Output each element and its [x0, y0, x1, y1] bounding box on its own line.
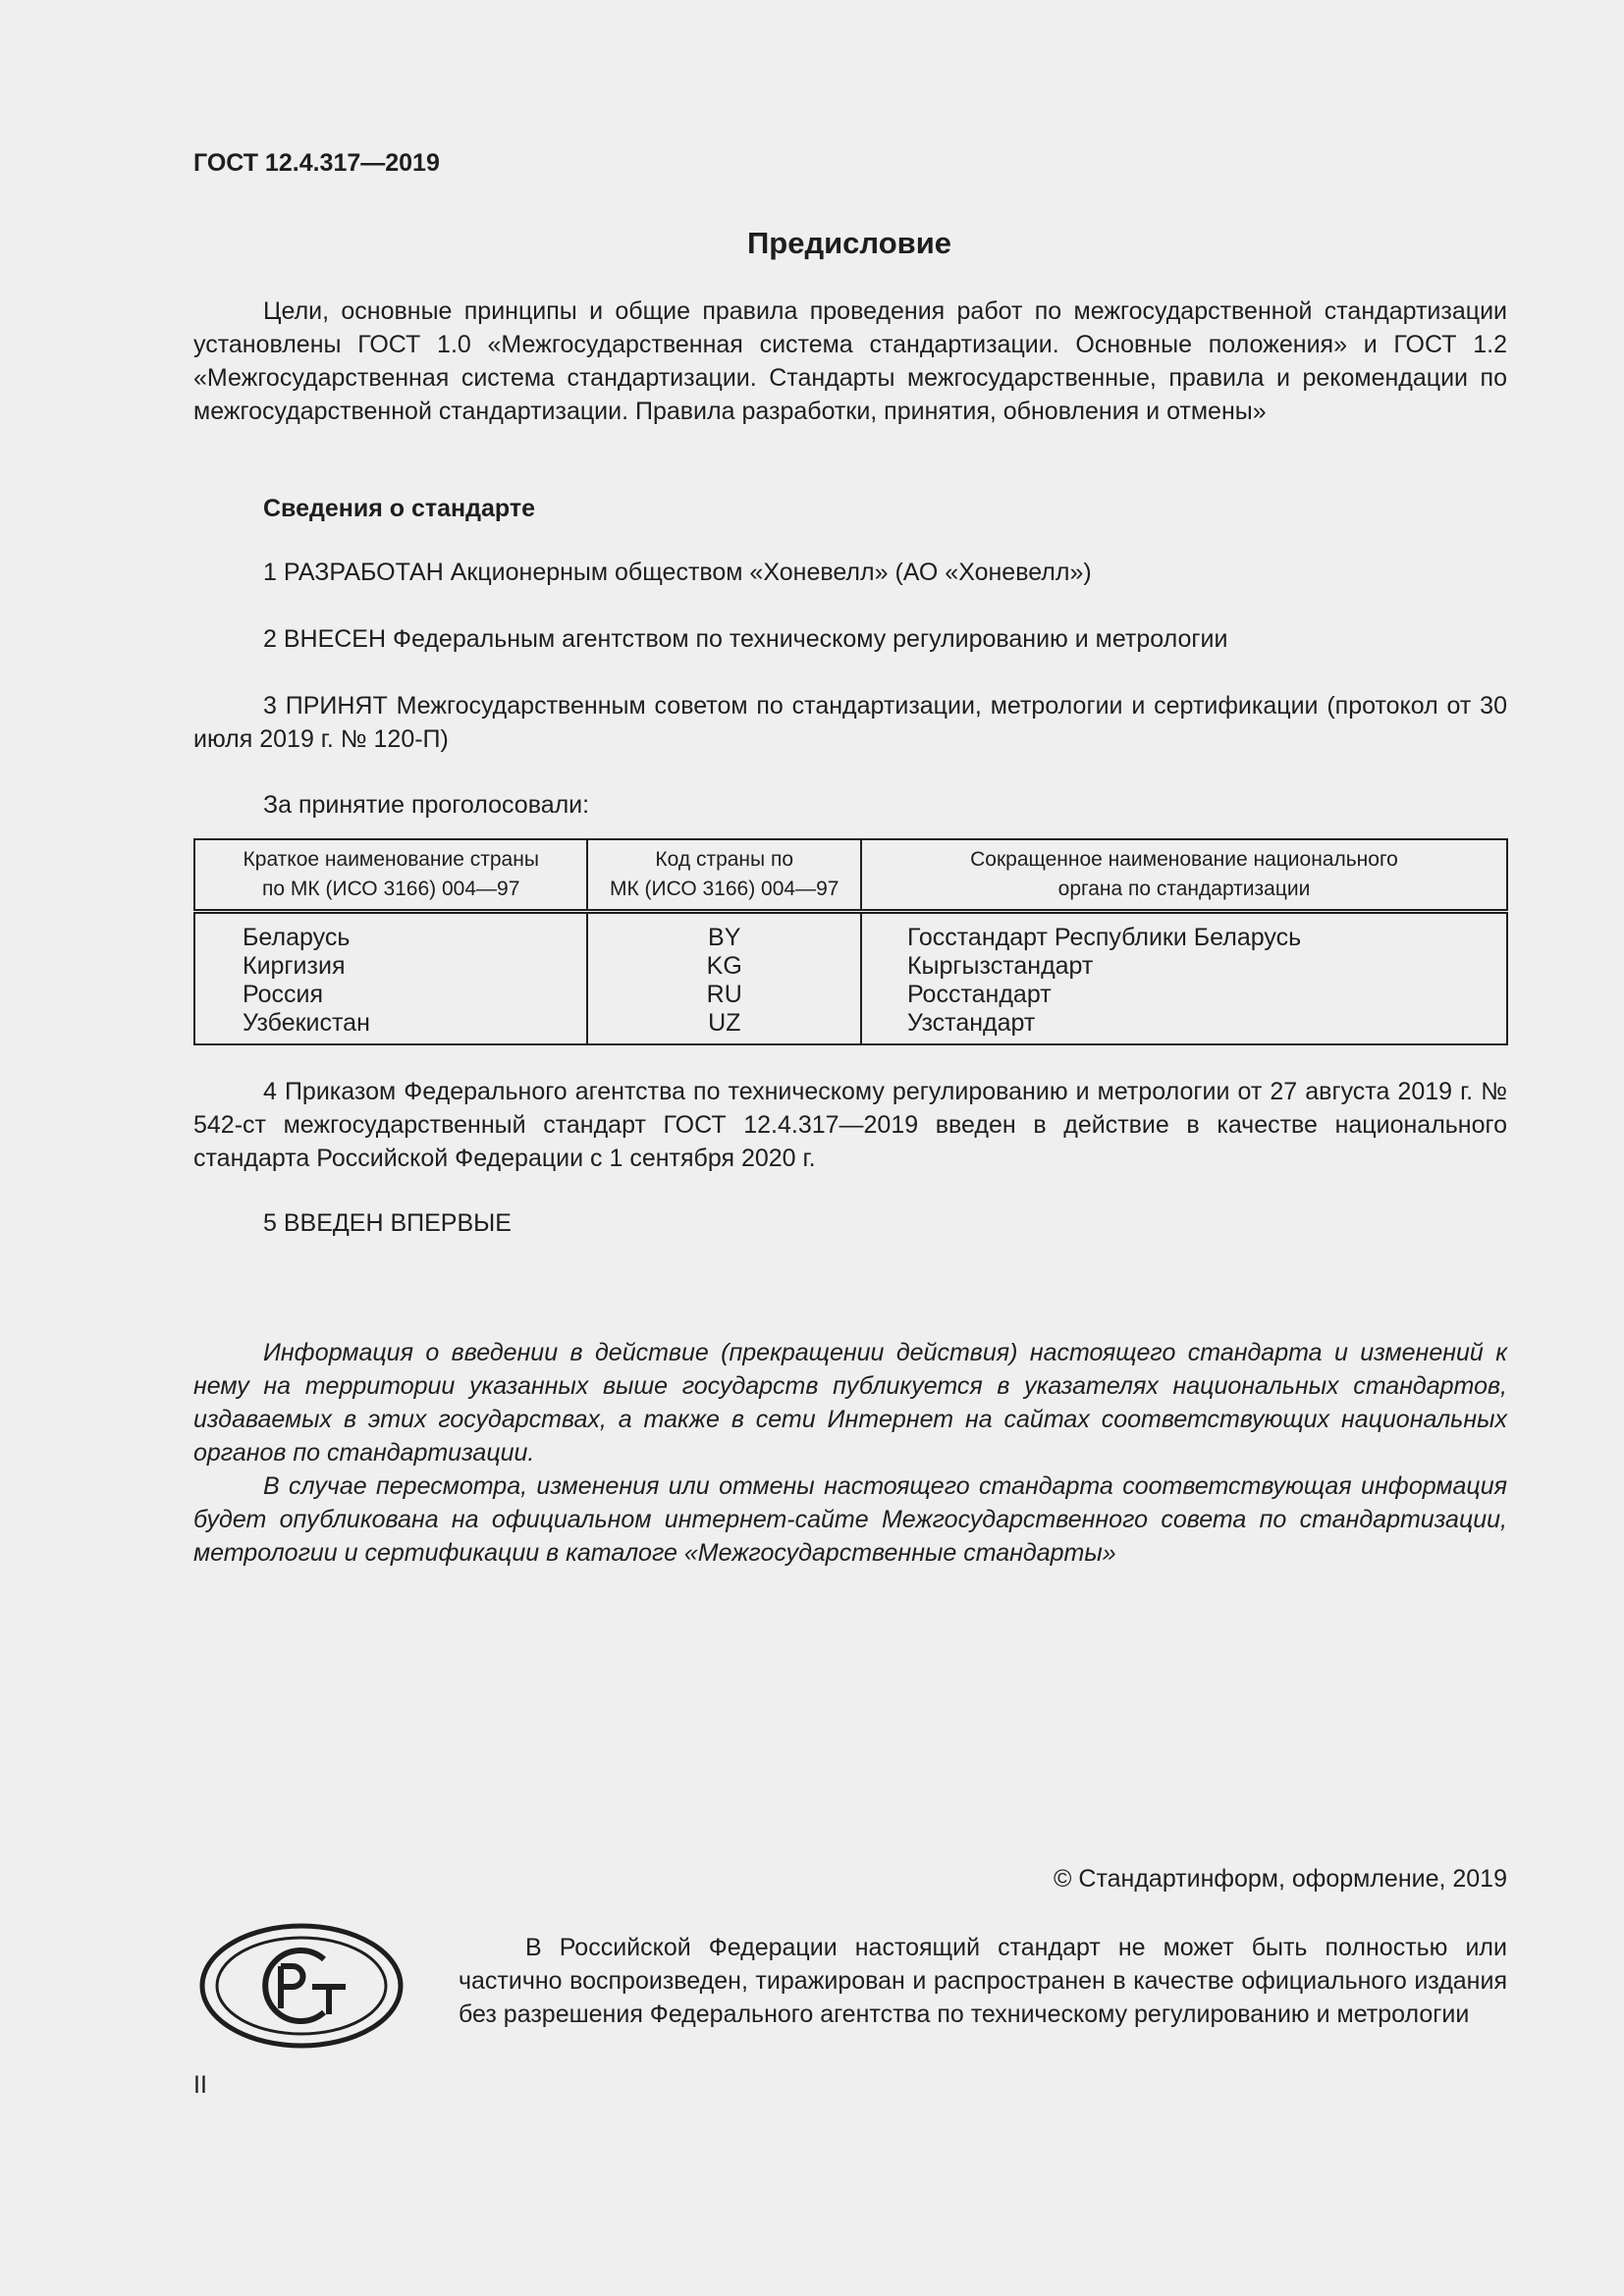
table-header-code: Код страны по МК (ИСО 3166) 004—97 [587, 839, 861, 912]
table-row [194, 912, 1507, 1045]
notice-paragraph-2: В случае пересмотра, изменения или отмены настоящего стандарта соответствующая информация будет опубликована на официальном интернет-сайте Межгосударственного совета по стандартизации, метрологии и сертификации в каталоге «Межгосударственные стандарты» [193, 1472, 1507, 1567]
info-heading: Сведения о стандарте [263, 495, 536, 522]
item-2: 2 ВНЕСЕН Федеральным агентством по техническому регулированию и метрологии [263, 625, 1228, 653]
item-1: 1 РАЗРАБОТАН Акционерным обществом «Хоневелл» (АО «Хоневелл») [263, 559, 1092, 586]
copyright: © Стандартинформ, оформление, 2019 [1054, 1865, 1507, 1893]
rst-logo-icon [198, 1922, 405, 2055]
rights-notice: В Российской Федерации настоящий стандарт не может быть полностью или частично воспроизведен, тиражирован и распространен в качестве официального издания без разрешения Федерального агентства по техническому регулированию и метрологии [459, 1934, 1507, 2028]
item-5: 5 ВВЕДЕН ВПЕРВЫЕ [263, 1209, 512, 1237]
item-4: 4 Приказом Федерального агентства по техническому регулированию и метрологии от 27 августа 2019 г. № 542-ст межгосударственный стандарт ГОСТ 12.4.317—2019 введен в действие в качестве национального стандарта Российской Федерации с 1 сентября 2020 г. [193, 1078, 1507, 1172]
org-cell: Госстандарт Республики Беларусь Кыргызстандарт Росстандарт Узстандарт [861, 912, 1507, 1045]
page-title: Предисловие [746, 226, 951, 260]
table-header-org: Сокращенное наименование национального органа по стандартизации [861, 839, 1507, 912]
code-cell: BY KG RU UZ [587, 912, 861, 1045]
page-number: II [193, 2071, 207, 2099]
document-number: ГОСТ 12.4.317—2019 [193, 149, 440, 177]
notice-paragraph-1: Информация о введении в действие (прекращении действия) настоящего стандарта и изменений к нему на территории указанных выше государств публикуется в указателях национальных стандартов, издаваемых в этих государствах, а также в сети Интернет на сайтах соответствующих национальных органов по стандартизации. [193, 1339, 1507, 1467]
voted-label: За принятие проголосовали: [263, 791, 590, 819]
country-cell: Беларусь Киргизия Россия Узбекистан [194, 912, 587, 1045]
intro-paragraph: Цели, основные принципы и общие правила проведения работ по межгосударственной стандартизации установлены ГОСТ 1.0 «Межгосударственная система стандартизации. Основные положения» и ГОСТ 1.2 «Межгосударственная система стандартизации. Стандарты межгосударственные, правила и рекомендации по межгосударственной стандартизации. Правила разработки, принятия, обновления и отмены» [193, 297, 1507, 425]
item-3: 3 ПРИНЯТ Межгосударственным советом по стандартизации, метрологии и сертификации (протокол от 30 июля 2019 г. № 120-П) [193, 692, 1507, 753]
table-header-country: Краткое наименование страны по МК (ИСО 3166) 004—97 [194, 839, 587, 912]
voting-table [193, 838, 1508, 1045]
notice-block [193, 1336, 1507, 1570]
